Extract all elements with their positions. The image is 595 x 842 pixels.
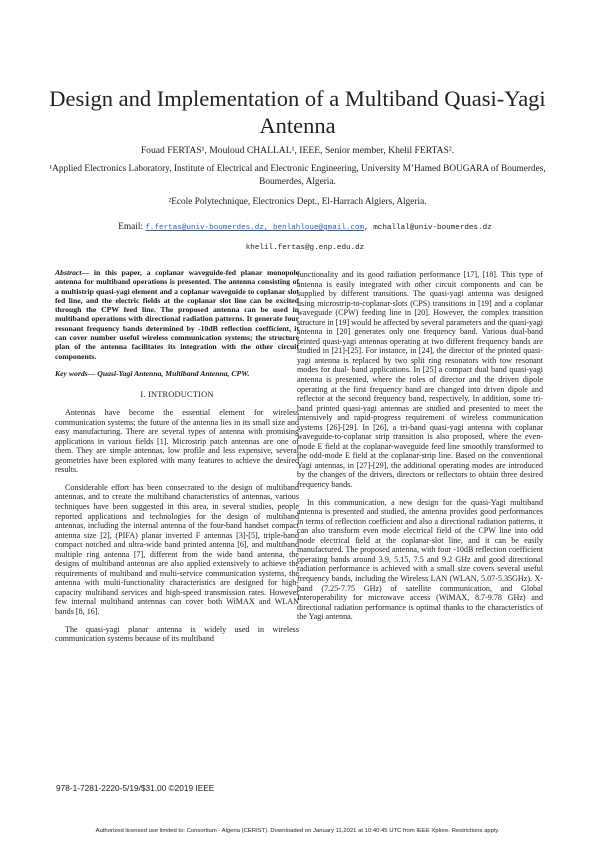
author-list: Fouad FERTAS¹, Mouloud CHALLAL¹, IEEE, Senior member, Khelil FERTAS². xyxy=(140,145,455,156)
left-column xyxy=(55,268,299,652)
license-footer: Authorized licensed use limited to: Consortium - Algeria (CERIST). Downloaded on January 11,2021 at 10:40:45 UTC from IEEE Xplore. Restrictions apply. xyxy=(95,828,500,834)
isbn-notice: 978-1-7281-2220-5/19/$31.00 ©2019 IEEE xyxy=(56,783,215,793)
abstract-text: in this paper, a coplanar waveguide-fed planar monopole antenna for multiband operations is presented. The antenna consisting of a multistrip quasi-yagi element and a coplanar waveguide to coplanar slot fed line, and the electric fields at the coplanar slot line can be excited through the CPW feed line. The proposed antenna can be used in multiband operations with directional radiation patterns. It generate four resonant frequency bands determined by -10dB reflection coefficient, it can cover number useful wireless communication systems; the structure plan of the antenna facilitates its integration with the other circuit components. xyxy=(55,268,299,361)
keywords: Key words— Quasi-Yagi Antenna, Multiband Antenna, CPW. xyxy=(55,368,250,378)
intro-paragraph: functionality and its good radiation performance [17], [18]. This type of antenna is easily integrated with other circuit components and can be supplied by different transitions. The quasi-yagi antenna was designed using microstrip-to-coplanar-slots (CPS) transitions in [19] and a coplanar waveguide (CPW) feeding line in [20]. However, the complex transition structure in [19] would be affected by several parameters and the quasi-yagi antenna in [20] generates only one frequency band. Various dual-band printed quasi-yagi antennas operating at two different frequency bands are studied in [21]-[25]. For instance, in [24], the director of the printed quasi-yagi antenna is replaced by two split ring resonators with tow resonant modes for dual- band applications. In [25] a compact dual band quasi-yagi antenna is presented, where the roles of director and the driven dipole operating at the first frequency band are changed into driven dipole and reflector at the second frequency band, respectively, In addition, some tri-band printed quasi-yagi antennas are studied and presented to meet the intensively and rapid-progress requirement of wireless communication systems [26]-[29]. In [26], a tri-band quasi-yagi antenna with coplanar waveguide-to-coplanar strip transition is also proposed, where the even-mode E field at the coplanar-waveguide feed line smoothly transformed to the odd-mode E field at the coplanar-strip line. Based on the conventional Yagi antennas, in [27]-[29], the additional operating modes are introduced by the changes of the drivers, directors or reflectors to obtain three desired frequency bands. xyxy=(297,270,543,490)
affiliation-2: ²Ecole Polytechnique, Electronics Dept., El-Harrach Algiers, Algeria. xyxy=(168,197,427,207)
paper-title: Design and Implementation of a Multiband Quasi-Yagi Antenna xyxy=(49,86,546,138)
abstract xyxy=(55,268,299,361)
abstract-label: Abstract— xyxy=(55,268,90,277)
email-label: Email: xyxy=(118,222,146,232)
affiliation-1: ¹Applied Electronics Laboratory, Institute of Electrical and Electronic Engineering, University M’Hamed BOUGARA of Boumerdes, Boumerdes, Algeria. xyxy=(49,164,546,187)
intro-paragraph: Antennas have become the essential element for wireless communication systems; the future of the antenna lies in its small size and easy manufacturing. There are several types of antenna with promising applications in various fields [1]. Microstrip patch antennas are one of them. They are simple antennas, low profile and less expensive, several geometries have been explored with many features to achieve the desired results. xyxy=(55,408,299,475)
email-block xyxy=(70,218,540,258)
section-heading: I. INTRODUCTION xyxy=(140,389,214,399)
email-rest: , mchallal@univ-boumerdes.dz xyxy=(364,224,492,232)
intro-paragraph: Considerable effort has been consecrated to the design of multiband antennas, and to create the multiband characteristics of antennas, various techniques have been suggested in this area, in several studies, people reported applications and technologies for the design of multiband antennas, including the internal antenna of the four-band handset compact antenna size [2], (PIFA) planar inverted F antennas [3]-[5], triple-band compact notched and ultra-wide band printed antenna [6], and multiband multiple ring antenna [7], different from the wide band antenna, the designs of multiband antennas are also applied extensively to achieve the requirements of multiband and multi-service communication systems, the antenna with multi-functionality characteristics are designed for high-capacity multiband services and high-speed transmission rates. However few internal multiband antennas can cover both WiMAX and WLAN bands [8, 16]. xyxy=(55,482,299,616)
email-link[interactable]: f.fertas@univ-boumerdes.dz, benlahloue@gmail.com xyxy=(145,224,365,232)
right-column xyxy=(297,270,543,630)
intro-paragraph: The quasi-yagi planar antenna is widely used in wireless communication systems because of its multiband xyxy=(55,624,299,644)
email-line-2: khelil.fertas@g.enp.edu.dz xyxy=(245,244,365,252)
intro-paragraph: In this communication, a new design for the quasi-Yagi multiband antenna is presented and studied, the antenna provides good performances in terms of reflection coefficient and also a directional radiation patterns, it can also transform even mode electrical field of the CPW line into odd mode electrical field at the coplanar-slot line, and it can be easily manufactured. The proposed antenna, with four -10dB reflection coefficient operating bands around 3.9, 5.15, 7.5 and 9.2 GHz and good directional radiation performance is achieved with a small size covers several useful frequency bands, including the Wireless LAN (WLAN, 5.07-5.35GHz). X-band (7.25-7.75 GHz) of satellite communication, and Global Interoperability for microwave access (WiMAX, 8.7-9.78 GHz) and directional radiation performance is optimal thanks to the characteristics of the Yagi antenna. xyxy=(297,497,543,622)
